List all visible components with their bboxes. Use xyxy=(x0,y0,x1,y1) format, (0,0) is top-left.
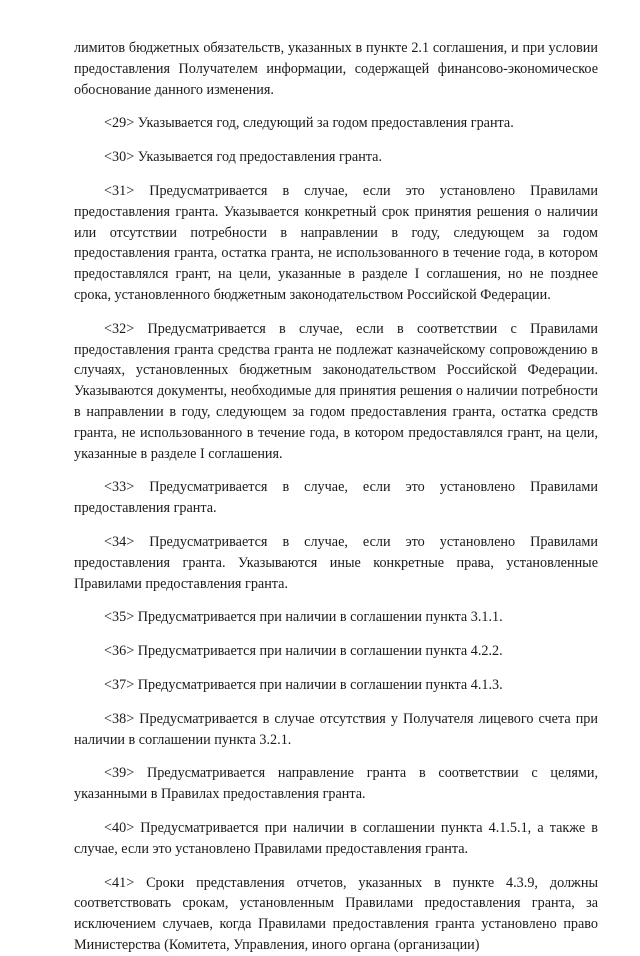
footnote-31: <31> Предусматривается в случае, если это установлено Правилами предоставления гранта. Указывается конкретный срок принятия решения о наличии или отсутствии потребности в направлении в году, следующем за годом предоставления гранта, остатка гранта, не использованного в течение года, в котором предоставлялся грант, на цели, указанные в разделе I соглашения, но не позднее срока, установленного бюджетным законодательством Российской Федерации. xyxy=(74,182,598,303)
footnote-33: <33> Предусматривается в случае, если это установлено Правилами предоставления гранта. xyxy=(74,479,598,517)
footnote-34: <34> Предусматривается в случае, если это установлено Правилами предоставления гранта. Указываются иные конкретные права, установленные Правилами предоставления гранта. xyxy=(74,533,598,592)
footnote-39: <39> Предусматривается направление гранта в соответствии с целями, указанными в Правилах предоставления гранта. xyxy=(74,765,598,803)
footnote-32: <32> Предусматривается в случае, если в соответствии с Правилами предоставления гранта средства гранта не подлежат казначейскому сопровождению в случаях, установленных бюджетным законодательством Российской Федерации. Указываются документы, необходимые для принятия решения о наличии потребности в направлении в году, следующем за годом предоставления гранта, остатка средств гранта, не использованного в течение года, в котором предоставлялся грант, на цели, указанные в разделе I соглашения. xyxy=(74,320,598,462)
footnote-41: <41> Сроки представления отчетов, указанных в пункте 4.3.9, должны соответствовать срокам, установленным Правилами предоставления гранта, за исключением случаев, когда Правилами предоставления гранта установлено право Министерства (Комитета, Управления, иного органа (организации) xyxy=(74,874,598,953)
footnote-30: <30> Указывается год предоставления гранта. xyxy=(104,149,383,166)
paragraph-continuation: лимитов бюджетных обязательств, указанных в пункте 2.1 соглашения, и при условии предоставления Получателем информации, содержащей финансово-экономическое обоснование данного изменения. xyxy=(74,40,598,98)
footnote-37: <37> Предусматривается при наличии в соглашении пункта 4.1.3. xyxy=(104,676,503,693)
footnote-40: <40> Предусматривается при наличии в соглашении пункта 4.1.5.1, а также в случае, если это установлено Правилами предоставления гранта. xyxy=(74,819,598,857)
footnote-29: <29> Указывается год, следующий за годом предоставления гранта. xyxy=(104,115,514,132)
footnote-36: <36> Предусматривается при наличии в соглашении пункта 4.2.2. xyxy=(104,643,503,660)
document-page xyxy=(74,38,598,956)
footnote-35: <35> Предусматривается при наличии в соглашении пункта 3.1.1. xyxy=(104,609,503,626)
footnote-38: <38> Предусматривается в случае отсутствия у Получателя лицевого счета при наличии в соглашении пункта 3.2.1. xyxy=(74,710,598,748)
